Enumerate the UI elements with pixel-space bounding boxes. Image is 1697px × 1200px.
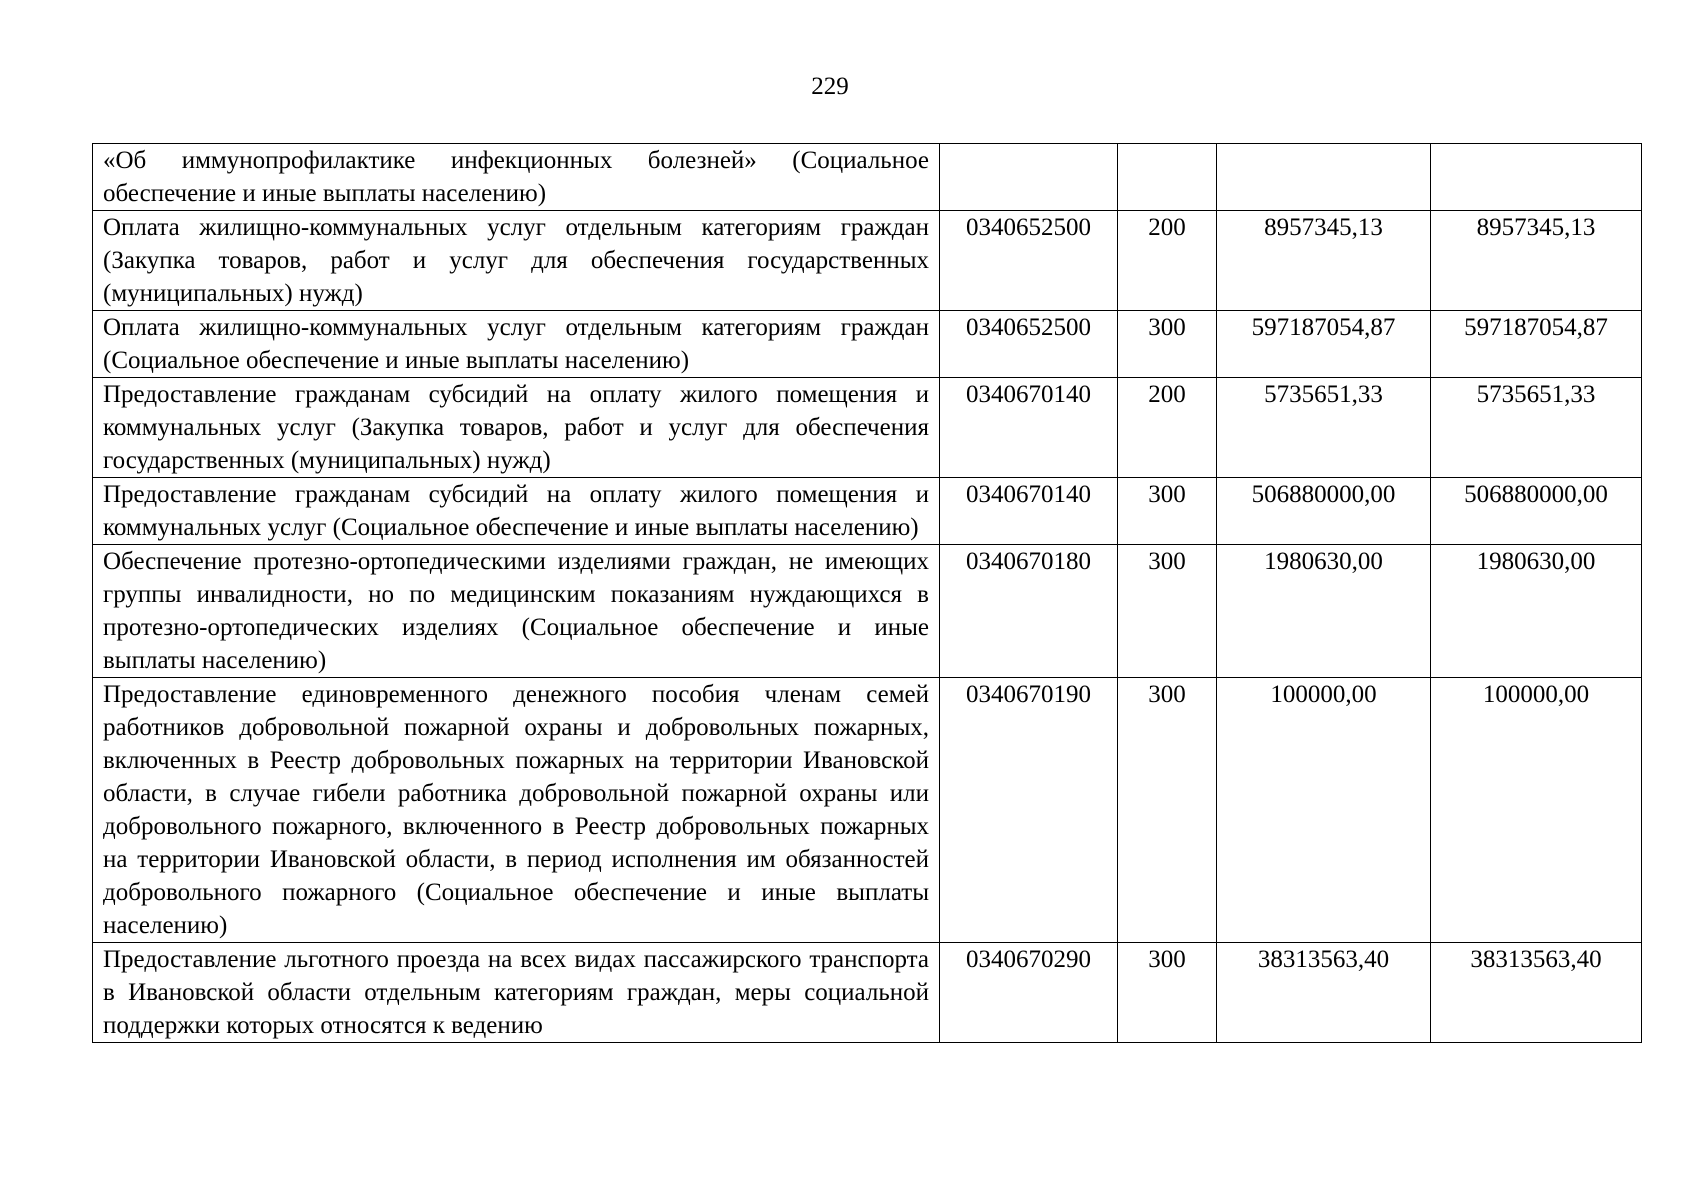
row-description: Предоставление гражданам субсидий на оплату жилого помещения и коммунальных услуг (Социальное обеспечение и иные выплаты населению) [93,478,940,545]
row-expense-type: 200 [1118,211,1217,311]
row-expense-type: 300 [1118,478,1217,545]
table-row [93,378,1642,478]
row-expense-type: 300 [1118,545,1217,678]
row-amount-2: 5735651,33 [1431,378,1642,478]
table-row [93,311,1642,378]
row-amount-2: 597187054,87 [1431,311,1642,378]
row-amount-1: 100000,00 [1217,678,1431,943]
row-code [940,144,1118,211]
table-row [93,545,1642,678]
row-code: 0340652500 [940,311,1118,378]
table-row [93,211,1642,311]
row-amount-1 [1217,144,1431,211]
table-row [93,478,1642,545]
page-number: 229 [811,73,849,100]
row-description: Обеспечение протезно-ортопедическими изделиями граждан, не имеющих группы инвалидности, но по медицинским показаниям нуждающихся в протезно-ортопедических изделиях (Социальное обеспечение и иные выплаты населению) [93,545,940,678]
table-row [93,943,1642,1043]
row-description: «Об иммунопрофилактике инфекционных болезней» (Социальное обеспечение и иные выплаты населению) [93,144,940,211]
row-description: Предоставление льготного проезда на всех видах пассажирского транспорта в Ивановской области отдельным категориям граждан, меры социальной поддержки которых относятся к ведению [93,943,940,1043]
row-expense-type: 300 [1118,943,1217,1043]
row-code: 0340670180 [940,545,1118,678]
row-expense-type: 300 [1118,311,1217,378]
row-amount-1: 38313563,40 [1217,943,1431,1043]
table-row [93,678,1642,943]
row-amount-1: 1980630,00 [1217,545,1431,678]
row-amount-2: 100000,00 [1431,678,1642,943]
row-amount-2: 8957345,13 [1431,211,1642,311]
table-row [93,144,1642,211]
row-code: 0340670190 [940,678,1118,943]
row-amount-2: 506880000,00 [1431,478,1642,545]
row-description: Предоставление гражданам субсидий на оплату жилого помещения и коммунальных услуг (Закупка товаров, работ и услуг для обеспечения государственных (муниципальных) нужд) [93,378,940,478]
row-expense-type: 300 [1118,678,1217,943]
row-amount-1: 8957345,13 [1217,211,1431,311]
row-amount-1: 506880000,00 [1217,478,1431,545]
row-code: 0340670140 [940,378,1118,478]
row-amount-2 [1431,144,1642,211]
row-description: Оплата жилищно-коммунальных услуг отдельным категориям граждан (Закупка товаров, работ и услуг для обеспечения государственных (муниципальных) нужд) [93,211,940,311]
row-amount-2: 38313563,40 [1431,943,1642,1043]
budget-table [92,143,1642,1043]
row-code: 0340670140 [940,478,1118,545]
row-expense-type: 200 [1118,378,1217,478]
row-description: Оплата жилищно-коммунальных услуг отдельным категориям граждан (Социальное обеспечение и иные выплаты населению) [93,311,940,378]
row-description: Предоставление единовременного денежного пособия членам семей работников добровольной пожарной охраны и добровольных пожарных, включенных в Реестр добровольных пожарных на территории Ивановской области, в случае гибели работника добровольной пожарной охраны или добровольного пожарного, включенного в Реестр добровольных пожарных на территории Ивановской области, в период исполнения им обязанностей добровольного пожарного (Социальное обеспечение и иные выплаты населению) [93,678,940,943]
row-amount-2: 1980630,00 [1431,545,1642,678]
row-expense-type [1118,144,1217,211]
row-amount-1: 5735651,33 [1217,378,1431,478]
row-amount-1: 597187054,87 [1217,311,1431,378]
row-code: 0340670290 [940,943,1118,1043]
row-code: 0340652500 [940,211,1118,311]
